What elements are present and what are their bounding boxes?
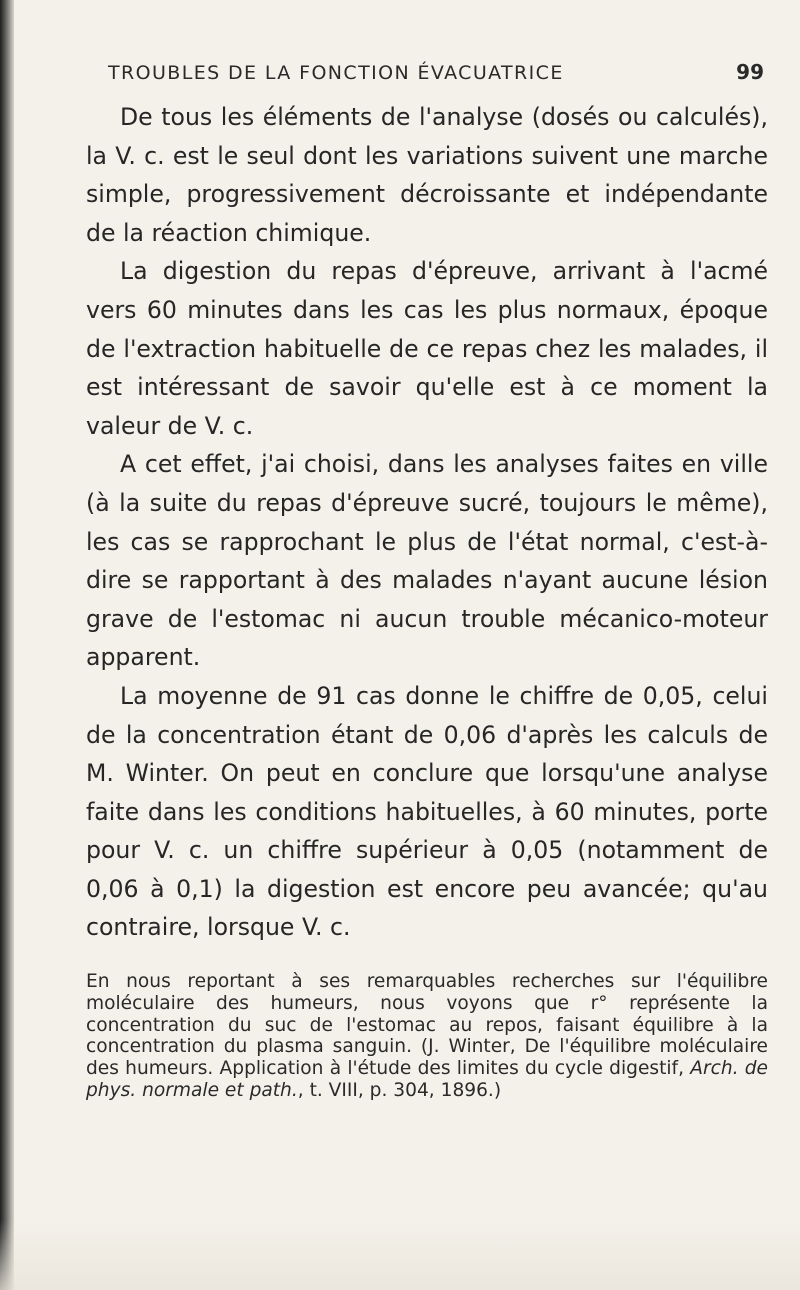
book-page bbox=[86, 60, 768, 1102]
running-title: TROUBLES DE LA FONCTION ÉVACUATRICE bbox=[108, 62, 564, 84]
book-spine-shadow bbox=[0, 0, 14, 1290]
footnote bbox=[86, 971, 768, 1102]
paragraph-4: La moyenne de 91 cas donne le chiffre de 0,05, celui de la concentration étant de 0,06 d'après les calculs de M. Winter. On peut en conclure que lorsqu'une analyse faite dans les conditions habituelles, à 60 minutes, porte pour V. c. un chiffre supérieur à 0,05 (notamment de 0,06 à 0,1) la digestion est encore peu avancée; qu'au contraire, lorsque V. c. bbox=[86, 681, 768, 942]
page-bottom-fade bbox=[0, 1220, 800, 1290]
paragraph-2: La digestion du repas d'épreuve, arrivant à l'acmé vers 60 minutes dans les cas les plus normaux, époque de l'extraction habituelle de ce repas chez les malades, il est intéressant de savoir qu'elle est à ce moment la valeur de V. c. bbox=[86, 257, 768, 440]
body-text bbox=[86, 98, 768, 947]
page-number: 99 bbox=[736, 60, 764, 84]
footnote-text: En nous reportant à ses remarquables recherches sur l'équilibre moléculaire des humeurs, nous voyons que r° représente la concentration du suc de l'estomac au repos, faisant équilibre à la concentration du plasma sanguin. (J. Winter, De l'équilibre moléculaire des humeurs. Application à l'étude des limites du cycle digestif, bbox=[86, 971, 768, 1080]
footnote-journal: Arch. de phys. normale et path. bbox=[86, 1058, 768, 1102]
paragraph-1: De tous les éléments de l'analyse (dosés ou calculés), la V. c. est le seul dont les variations suivent une marche simple, progressivement décroissante et indépendante de la réaction chimique. bbox=[86, 103, 768, 247]
paragraph-3: A cet effet, j'ai choisi, dans les analyses faites en ville (à la suite du repas d'épreuve sucré, toujours le même), les cas se rapprochant le plus de l'état normal, c'est-à-dire se rapportant à des malades n'ayant aucune lésion grave de l'estomac ni aucun trouble mécanico-moteur apparent. bbox=[86, 450, 768, 672]
page-header bbox=[86, 60, 768, 84]
footnote-citation: , t. VIII, p. 304, 1896.) bbox=[297, 1080, 502, 1102]
